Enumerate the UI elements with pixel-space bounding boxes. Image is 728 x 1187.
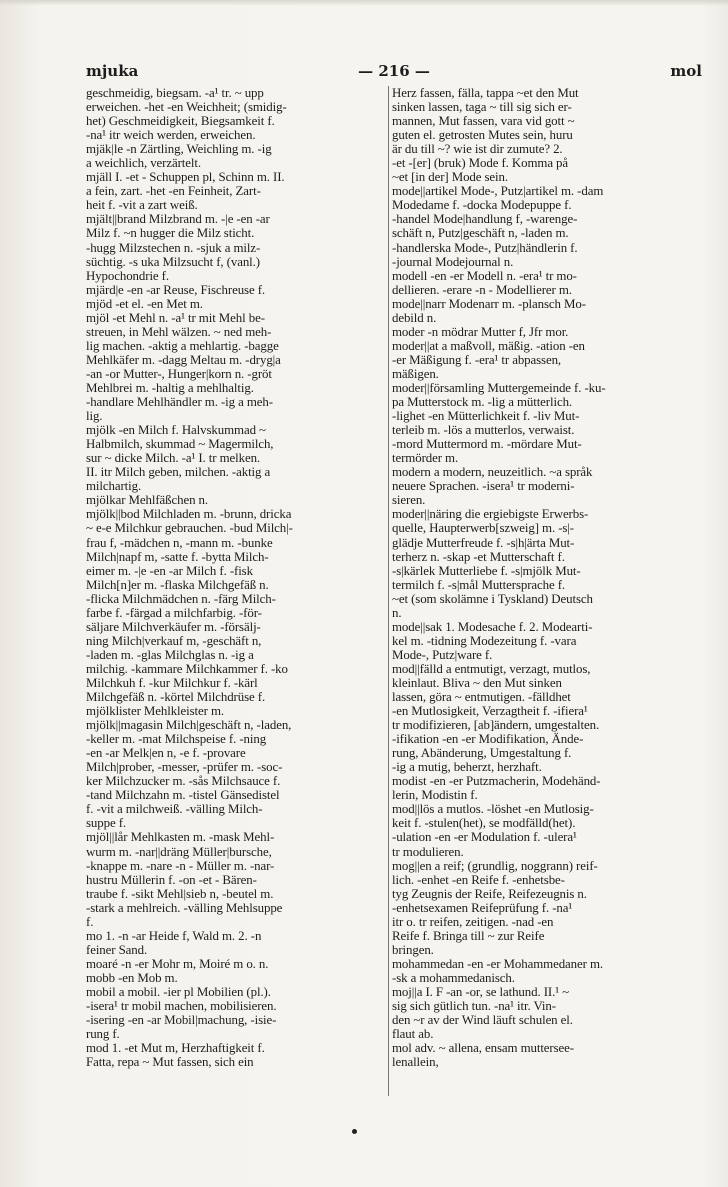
entry-line: mobb -en Mob m.: [86, 970, 178, 985]
entry-line: lig machen. -aktig a mehlartig. -bagge: [86, 338, 279, 353]
entry-line: modist -en -er Putzmacherin, Modehänd-: [392, 774, 601, 789]
entry-line: mjärd|e -en -ar Reuse, Fischreuse f.: [86, 282, 266, 297]
entry-line: traube f. -sikt Mehl|sieb n, -beutel m.: [86, 886, 274, 901]
entry-line: schäft n, Putz|geschäft n, -laden m.: [392, 226, 569, 241]
entry-line: -journal Modejournal n.: [392, 254, 514, 269]
entry-line: het) Geschmeidigkeit, Biegsamkeit f.: [86, 114, 275, 129]
entry-line: mjölklister Mehlkleister m.: [86, 704, 225, 719]
entry-line: -hugg Milzstechen n. -sjuk a milz-: [86, 240, 261, 255]
entry-line: -stark a mehlreich. -välling Mehlsuppe: [86, 900, 283, 915]
column-divider: [388, 86, 389, 1096]
entry-line: moder -n mödrar Mutter f, Jfr mor.: [392, 324, 569, 339]
entry-line: mannen, Mut fassen, vara vid gott ~: [392, 114, 575, 129]
entry-line: terleib m. -lös a mutterlos, verwaist.: [392, 423, 575, 438]
entry-line: mo 1. -n -ar Heide f, Wald m. 2. -n: [86, 928, 262, 943]
entry-line: -an -or Mutter-, Hunger|korn n. -gröt: [86, 366, 272, 381]
entry-line: Herz fassen, fälla, tappa ~et den Mut: [392, 86, 579, 100]
entry-line: -flicka Milchmädchen n. -färg Milch-: [86, 591, 276, 606]
entry-line: n.: [392, 605, 402, 620]
right-running-headword: mol: [670, 62, 702, 80]
entry-line: II. itr Milch geben, milchen. -aktig a: [86, 465, 271, 480]
entry-line: mäßigen.: [392, 366, 439, 381]
entry-line: -mord Muttermord m. -mördare Mut-: [392, 437, 582, 452]
entry-line: mjöl||lår Mehlkasten m. -mask Mehl-: [86, 830, 275, 845]
entry-line: -s|kärlek Mutterliebe f. -s|mjölk Mut-: [392, 563, 581, 578]
entry-line: -en -ar Melk|en n, -e f. -provare: [86, 746, 246, 761]
right-column: [392, 86, 698, 1096]
entry-line: -enhetsexamen Reifeprüfung f. -na¹: [392, 900, 573, 915]
entry-line: milchartig.: [86, 479, 142, 494]
entry-line: mod 1. -et Mut m, Herzhaftigkeit f.: [86, 1041, 265, 1056]
entry-line: moder||näring die ergiebigste Erwerbs-: [392, 507, 589, 522]
entry-line: Mode-, Putz|ware f.: [392, 647, 493, 662]
entry-line: moder||församling Muttergemeinde f. -ku-: [392, 380, 606, 395]
entry-line: -et -[er] (bruk) Mode f. Komma på: [392, 156, 569, 171]
entry-line: -handel Mode|handlung f, -warenge-: [392, 212, 578, 227]
page-edge-shadow: [0, 0, 728, 6]
entry-line: Halbmilch, skummad ~ Magermilch,: [86, 437, 274, 452]
entry-line: sieren.: [392, 493, 426, 508]
entry-line: feiner Sand.: [86, 942, 148, 957]
entry-line: bringen.: [392, 942, 434, 957]
entry-line: Milch|napf m, -satte f. -bytta Milch-: [86, 549, 269, 564]
entry-line: -sk a mohammedanisch.: [392, 970, 515, 985]
entry-line: neuere Sprachen. -isera¹ tr moderni-: [392, 479, 575, 494]
entry-line: mod||fälld a entmutigt, verzagt, mutlos,: [392, 661, 591, 676]
entry-line: -na¹ itr weich werden, erweichen.: [86, 128, 256, 143]
entry-line: mjöl -et Mehl n. -a¹ tr mit Mehl be-: [86, 310, 265, 325]
entry-line: quelle, Haupterwerb[szweig] m. -s|-: [392, 521, 574, 536]
footer-dot: [352, 1129, 357, 1134]
entry-line: termörder m.: [392, 451, 459, 466]
entry-line: kleinlaut. Bliva ~ den Mut sinken: [392, 675, 562, 690]
entry-line: är du till ~? wie ist dir zumute? 2.: [392, 142, 563, 157]
entry-line: mol adv. ~ allena, ensam muttersee-: [392, 1041, 574, 1056]
entry-line: säljare Milchverkäufer m. -försälj-: [86, 619, 261, 634]
page-number: — 216 —: [358, 62, 430, 80]
entry-line: -tand Milchzahn m. -tistel Gänsedistel: [86, 788, 280, 803]
entry-line: sig sich gütlich tun. -na¹ itr. Vin-: [392, 999, 556, 1014]
entry-line: -ifikation -en -er Modifikation, Ände-: [392, 732, 584, 747]
entry-line: moder||at a maßvoll, mäßig. -ation -en: [392, 338, 585, 353]
entry-line: kel m. -tidning Modezeitung f. -vara: [392, 633, 577, 648]
entry-line: keit f. -stulen(het), se modfälld(het).: [392, 816, 576, 831]
entry-line: ~ e-e Milchkur gebrauchen. -bud Milch|-: [86, 521, 293, 536]
entry-line: frau f, -mädchen n, -mann m. -bunke: [86, 535, 273, 550]
entry-line: mjölkar Mehlfäßchen n.: [86, 493, 209, 508]
entry-line: itr o. tr reifen, zeitigen. -nad -en: [392, 914, 554, 929]
entry-line: mjölk||bod Milchladen m. -brunn, dricka: [86, 507, 292, 522]
entry-line: -handlerska Mode-, Putz|händlerin f.: [392, 240, 578, 255]
entry-line: mode||artikel Mode-, Putz|artikel m. -dam: [392, 184, 604, 199]
entry-line: -lighet -en Mütterlichkeit f. -liv Mut-: [392, 409, 580, 424]
entry-line: den ~r av der Wind läuft schulen el.: [392, 1013, 573, 1028]
entry-line: geschmeidig, biegsam. -a¹ tr. ~ upp: [86, 86, 264, 100]
entry-line: süchtig. -s uka Milzsucht f, (vanl.): [86, 254, 260, 269]
entry-line: ning Milch|verkauf m, -geschäft n,: [86, 633, 262, 648]
entry-line: tr modifizieren, [ab]ändern, umgestalten.: [392, 718, 600, 733]
entry-line: tr modulieren.: [392, 844, 464, 859]
entry-line: lig.: [86, 409, 103, 424]
entry-line: lassen, göra ~ entmutigen. -fälldhet: [392, 690, 571, 705]
entry-line: lerin, Modistin f.: [392, 788, 478, 803]
entry-line: -keller m. -mat Milchspeise f. -ning: [86, 732, 267, 747]
entry-line: -en Mutlosigkeit, Verzagtheit f. -ifiera¹: [392, 704, 588, 719]
entry-line: mjöd -et el. -en Met m.: [86, 296, 203, 311]
entry-line: mjölk||magasin Milch|geschäft n, -laden,: [86, 718, 292, 733]
entry-line: guten el. getrosten Mutes sein, huru: [392, 128, 573, 143]
left-running-headword: mjuka: [86, 62, 139, 80]
entry-line: mode||sak 1. Modesache f. 2. Modearti-: [392, 619, 593, 634]
entry-line: -er Mäßigung f. -era¹ tr abpassen,: [392, 352, 562, 367]
entry-line: suppe f.: [86, 816, 127, 831]
entry-line: -ig a mutig, beherzt, herzhaft.: [392, 760, 542, 775]
entry-line: Milch[n]er m. -flaska Milchgefäß n.: [86, 577, 269, 592]
entry-line: erweichen. -het -en Weichheit; (smidig-: [86, 100, 287, 115]
entry-line: flaut ab.: [392, 1027, 434, 1042]
entry-line: lenallein,: [392, 1055, 439, 1070]
entry-line: -knappe m. -nare -n - Müller m. -nar-: [86, 858, 275, 873]
entry-line: debild n.: [392, 310, 437, 325]
left-column: [86, 86, 384, 1096]
entry-line: glädje Mutterfreude f. -s|h|ärta Mut-: [392, 535, 575, 550]
entry-line: termilch f. -s|mål Muttersprache f.: [392, 577, 566, 592]
entry-line: mobil a mobil. -ier pl Mobilien (pl.).: [86, 985, 271, 999]
entry-line: mjäk|le -n Zärtling, Weichling m. -ig: [86, 142, 272, 157]
entry-line: ker Milchzucker m. -sås Milchsauce f.: [86, 774, 281, 789]
entry-line: Milch|prober, -messer, -prüfer m. -soc-: [86, 760, 283, 775]
entry-line: lich. -enhet -en Reife f. -enhetsbe-: [392, 872, 565, 887]
entry-line: rung f.: [86, 1027, 120, 1042]
entry-line: mode||narr Modenarr m. -plansch Mo-: [392, 296, 586, 311]
entry-line: Milchgefäß n. -körtel Milchdrüse f.: [86, 690, 266, 705]
entry-line: -handlare Mehlhändler m. -ig a meh-: [86, 395, 273, 410]
entry-line: Mehlbrei m. -haltig a mehlhaltig.: [86, 380, 254, 395]
entry-line: ~et (som skolämne i Tyskland) Deutsch: [392, 591, 593, 606]
entry-line: rung, Abänderung, Umgestaltung f.: [392, 746, 572, 761]
entry-line: -laden m. -glas Milchglas n. -ig a: [86, 647, 254, 662]
entry-line: f.: [86, 914, 94, 929]
entry-line: moaré -n -er Mohr m, Moiré m o. n.: [86, 956, 269, 971]
entry-line: -isera¹ tr mobil machen, mobilisieren.: [86, 999, 277, 1014]
entry-line: mog||en a reif; (grundlig, noggrann) reif-: [392, 858, 598, 873]
entry-line: Hypochondrie f.: [86, 268, 169, 283]
entry-line: milchig. -kammare Milchkammer f. -ko: [86, 661, 288, 676]
entry-line: heit f. -vit a zart weiß.: [86, 198, 198, 213]
entry-line: streuen, in Mehl wälzen. ~ ned meh-: [86, 324, 272, 339]
entry-line: Reife f. Bringa till ~ zur Reife: [392, 928, 545, 943]
entry-line: eimer m. -|e -en -ar Milch f. -fisk: [86, 563, 253, 578]
entry-line: -ulation -en -er Modulation f. -ulera¹: [392, 830, 577, 845]
entry-line: terherz n. -skap -et Mutterschaft f.: [392, 549, 565, 564]
entry-line: pa Mutterstock m. -lig a mütterlich.: [392, 395, 573, 410]
entry-line: moj||a I. F -an -or, se lathund. II.¹ ~: [392, 985, 569, 999]
entry-line: Mehlkäfer m. -dagg Meltau m. -dryg|a: [86, 352, 281, 367]
entry-line: dellieren. -erare -n - Modellierer m.: [392, 282, 572, 297]
entry-line: Fatta, repa ~ Mut fassen, sich ein: [86, 1055, 254, 1070]
entry-line: Modedame f. -docka Modepuppe f.: [392, 198, 572, 213]
entry-line: ~et [in der] Mode sein.: [392, 170, 509, 185]
page-header: [86, 62, 702, 84]
entry-line: wurm m. -nar||dräng Müller|bursche,: [86, 844, 272, 859]
entry-line: tyg Zeugnis der Reife, Reifezeugnis n.: [392, 886, 587, 901]
entry-line: modell -en -er Modell n. -era¹ tr mo-: [392, 268, 577, 283]
entry-line: mjäll I. -et - Schuppen pl, Schinn m. II.: [86, 170, 285, 185]
entry-line: Milz f. ~n hugger die Milz sticht.: [86, 226, 255, 241]
entry-line: -isering -en -ar Mobil|machung, -isie-: [86, 1013, 277, 1028]
entry-line: farbe f. -färgad a milchfarbig. -för-: [86, 605, 262, 620]
entry-line: f. -vit a milchweiß. -välling Milch-: [86, 802, 263, 817]
entry-line: sinken lassen, taga ~ till sig sich er-: [392, 100, 572, 115]
entry-line: mjält||brand Milzbrand m. -|e -en -ar: [86, 212, 270, 227]
entry-line: a weichlich, verzärtelt.: [86, 156, 201, 171]
entry-line: modern a modern, neuzeitlich. ~a språk: [392, 465, 593, 480]
entry-line: mjölk -en Milch f. Halvskummad ~: [86, 423, 266, 438]
entry-line: mohammedan -en -er Mohammedaner m.: [392, 956, 604, 971]
entry-line: hustru Müllerin f. -on -et - Bären-: [86, 872, 257, 887]
entry-line: Milchkuh f. -kur Milchkur f. -kärl: [86, 675, 258, 690]
entry-line: mod||lös a mutlos. -löshet -en Mutlosig-: [392, 802, 594, 817]
entry-line: sur ~ dicke Milch. -a¹ I. tr melken.: [86, 451, 261, 466]
entry-line: a fein, zart. -het -en Feinheit, Zart-: [86, 184, 261, 199]
